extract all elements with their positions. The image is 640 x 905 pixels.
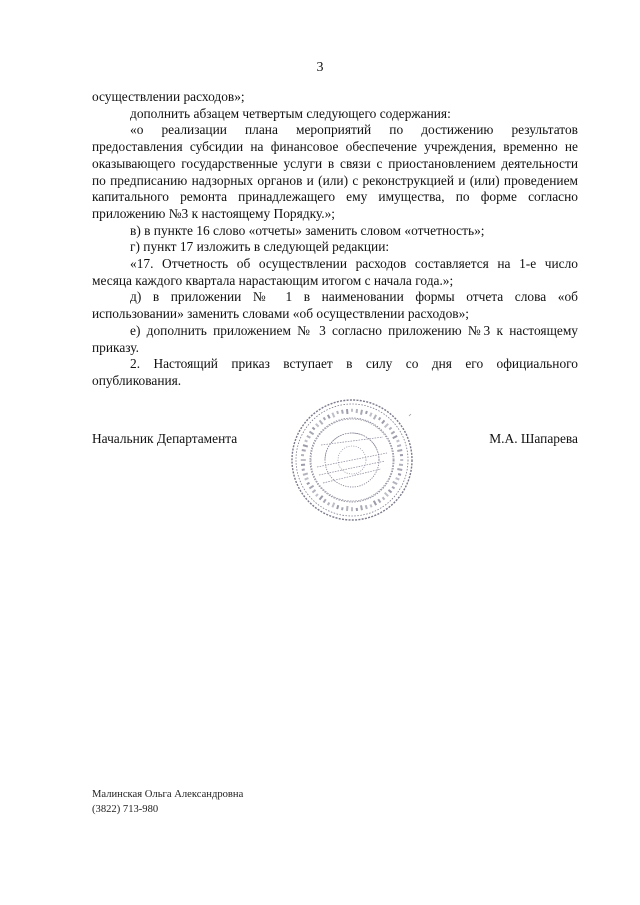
signatory-position: Начальник Департамента — [92, 431, 238, 446]
executor-phone: (3822) 713-980 — [92, 804, 159, 815]
executor-info — [92, 787, 243, 817]
signatory-name: М.А. Шапарева — [489, 431, 578, 446]
ink-mark — [408, 404, 412, 408]
page-number: 3 — [316, 60, 324, 75]
paragraph-amendment-intro: дополнить абзацем четвертым следующего содержания: — [130, 105, 451, 121]
paragraph-item-v: в) в пункте 16 слово «отчеты» заменить словом «отчетность»; — [130, 222, 485, 238]
executor-name: Малинская Ольга Александровна — [92, 789, 244, 800]
paragraph-item-e: е) дополнить приложением № 3 согласно приложению №3 к настоящему приказу. — [92, 322, 578, 355]
document-body — [92, 89, 578, 390]
paragraph-item-17: «17. Отчетность об осуществлении расходов составляется на 1-е число месяца каждого квартала нарастающим итогом с начала года.»; — [92, 256, 578, 288]
paragraph-item-g: г) пункт 17 изложить в следующей редакции: — [130, 239, 390, 255]
paragraph-item-d: д) в приложении № 1 в наименовании формы отчета слова «об использовании» заменить словами «об осуществлении расходов»; — [92, 289, 578, 322]
paragraph-continuation: осуществлении расходов»; — [92, 89, 245, 104]
paragraph-effective-date: 2. Настоящий приказ вступает в силу со дня его официального опубликования. — [92, 356, 578, 388]
official-seal — [289, 397, 415, 523]
paragraph-quoted-text: «о реализации плана мероприятий по достижению результатов предоставления субсидии на финансовое обеспечение учреждения, временно не оказывающего государственные услуги в связи с приостановлением деятельности по предписанию надзорных органов и (или) с реконструкцией и (или) проведением капитального ремонта принадлежащего ему имущества, по форме согласно приложению №3 к настоящему Порядку.»; — [92, 122, 578, 221]
